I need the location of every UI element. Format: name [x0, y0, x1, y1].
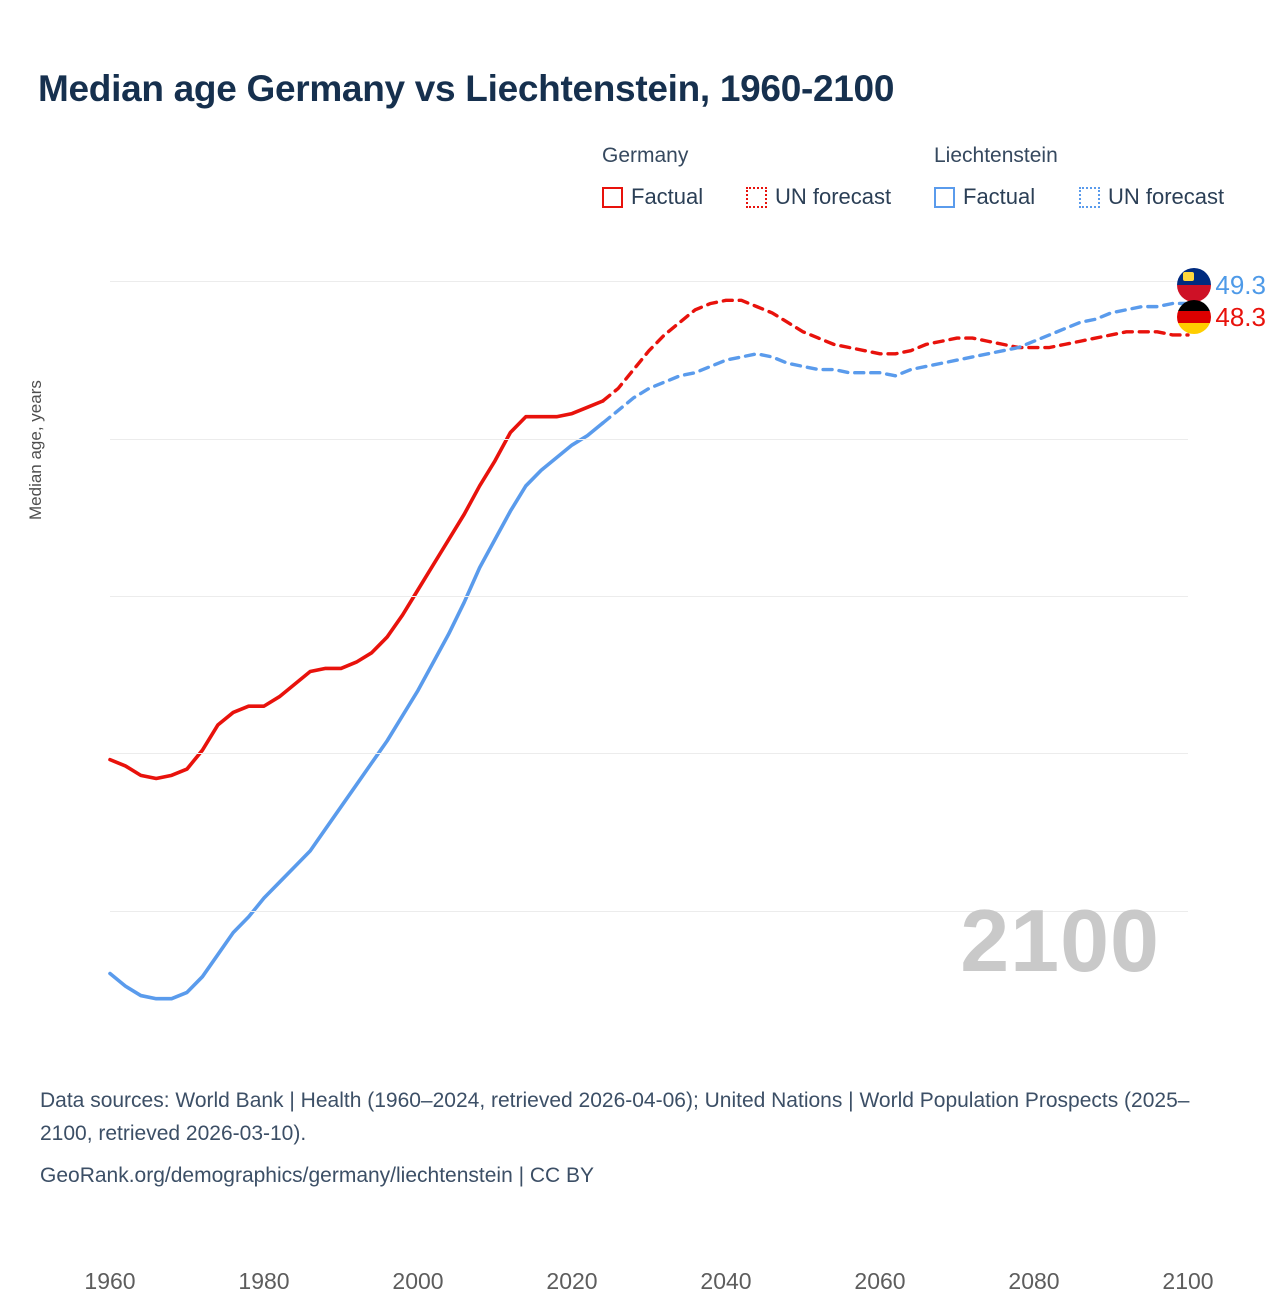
y-axis-label: Median age, years: [26, 380, 45, 520]
legend-swatch-icon: [746, 187, 767, 208]
legend-label: UN forecast: [1108, 184, 1225, 209]
x-axis-tick: 2080: [1008, 1268, 1060, 1294]
end-value: 48.3: [1215, 301, 1266, 332]
end-label-liechtenstein: [1177, 268, 1266, 302]
gridline: [110, 281, 1188, 282]
page-title: Median age Germany vs Liechtenstein, 1960-2100: [38, 68, 895, 109]
footer: [40, 1085, 1240, 1193]
gridline: [110, 439, 1188, 440]
x-axis-tick: 2060: [854, 1268, 906, 1294]
series-line: [603, 303, 1188, 423]
series-line: [603, 300, 1188, 401]
watermark: 2100: [960, 891, 1160, 990]
x-axis-tick: 2020: [546, 1268, 598, 1294]
x-axis-tick: 1980: [238, 1268, 290, 1294]
chart-legend: [596, 140, 1256, 225]
series-line: [110, 401, 603, 779]
legend-swatch-icon: [602, 187, 623, 208]
liechtenstein-flag-icon: [1177, 268, 1211, 302]
legend-swatch-icon: [1079, 187, 1100, 208]
legend-item-germany-factual[interactable]: [602, 184, 703, 210]
end-value: 49.3: [1215, 269, 1266, 300]
x-axis-tick: 2000: [392, 1268, 444, 1294]
legend-group-germany: Germany: [602, 144, 689, 167]
x-axis-tick: 2040: [700, 1268, 752, 1294]
x-axis-tick: 1960: [84, 1268, 136, 1294]
legend-label: Factual: [963, 184, 1036, 209]
germany-flag-icon: [1177, 300, 1211, 334]
legend-label: UN forecast: [775, 184, 892, 209]
legend-swatch-icon: [934, 187, 955, 208]
legend-label: Factual: [631, 184, 704, 209]
legend-item-liechtenstein-forecast[interactable]: [1079, 184, 1224, 210]
legend-item-germany-forecast[interactable]: [746, 184, 891, 210]
series-line: [110, 423, 603, 999]
x-axis-tick: 2100: [1162, 1268, 1214, 1294]
gridline: [110, 753, 1188, 754]
gridline: [110, 596, 1188, 597]
legend-item-liechtenstein-factual[interactable]: [934, 184, 1035, 210]
legend-group-liechtenstein: Liechtenstein: [934, 144, 1058, 167]
footer-sources: Data sources: World Bank | Health (1960–2024, retrieved 2026-04-06); United Nations | World Population Prospects (2025–2100, retrieved 2026-03-10).: [40, 1089, 1190, 1145]
footer-attribution: GeoRank.org/demographics/germany/liechtenstein | CC BY: [40, 1164, 595, 1188]
end-label-germany: [1177, 300, 1266, 334]
